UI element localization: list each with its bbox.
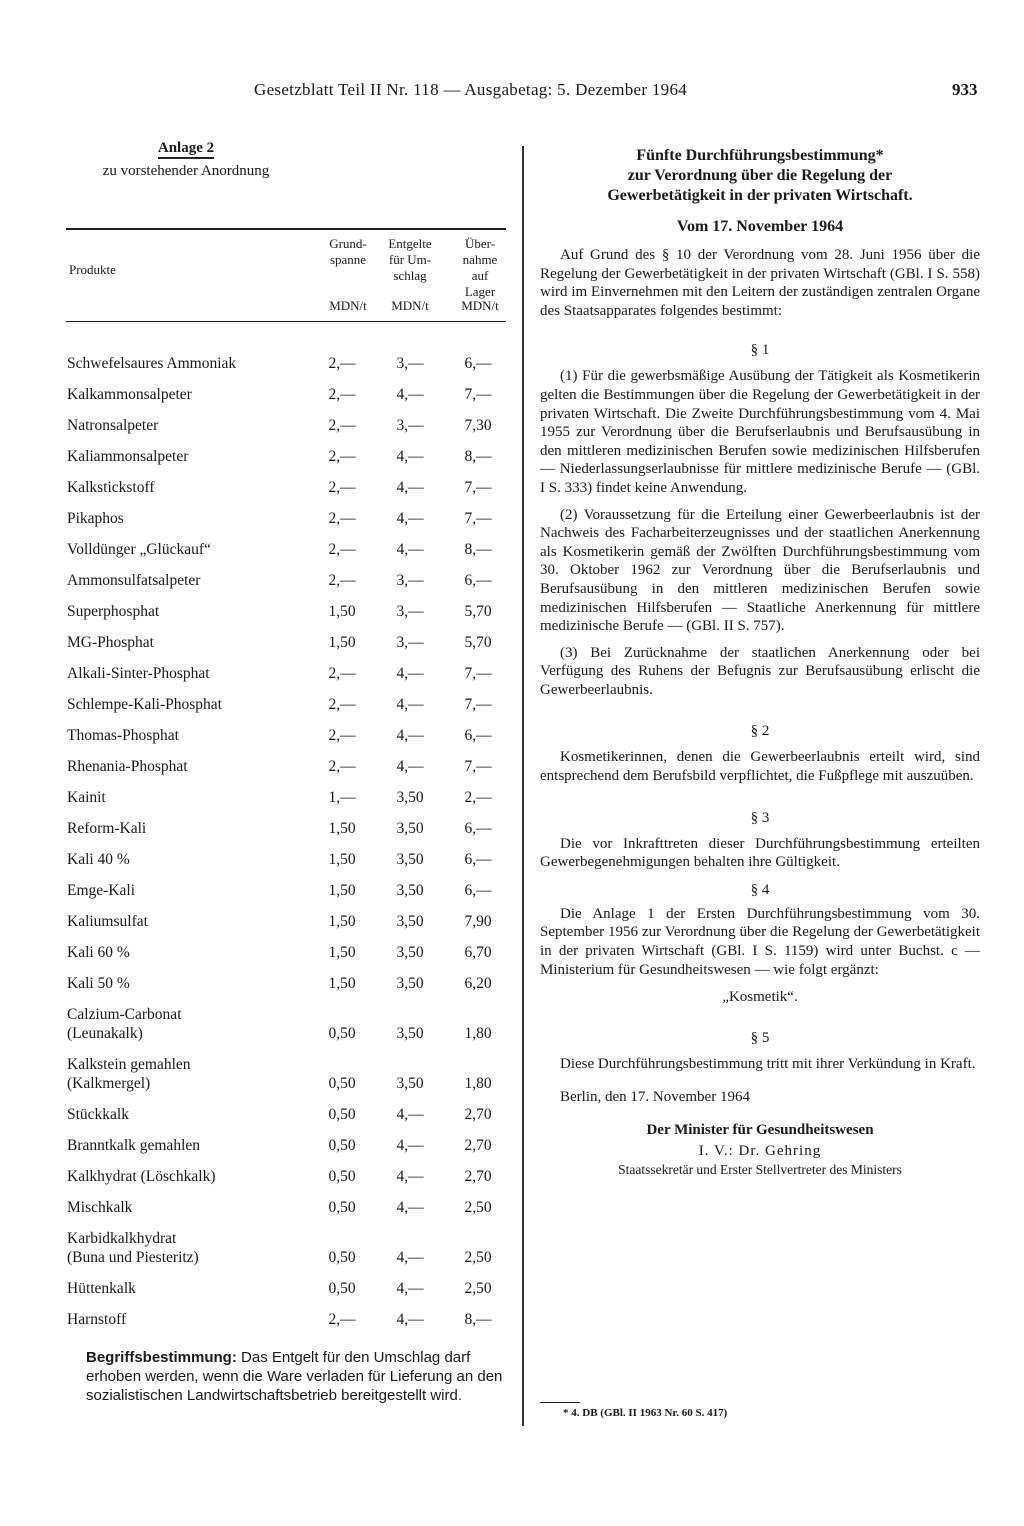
header-grundspanne — [318, 236, 378, 268]
table-row — [66, 1221, 506, 1271]
product-name — [67, 1136, 200, 1155]
lager-value: 8,— — [464, 448, 492, 465]
umschlag-value: 3,50 — [396, 882, 424, 899]
umschlag-value: 4,— — [396, 448, 424, 465]
grundspanne-value: 0,50 — [328, 1280, 356, 1297]
product-name-line: Reform-Kali — [67, 820, 147, 837]
grundspanne-value: 1,50 — [328, 944, 356, 961]
header-c1-line-2: spanne — [329, 252, 367, 267]
table-row — [66, 1047, 506, 1097]
grundspanne-value: 0,50 — [328, 1249, 356, 1266]
product-name-line: Kaliumsulfat — [67, 913, 148, 930]
umschlag-value: 4,— — [396, 1106, 424, 1123]
lager-value: 2,70 — [464, 1106, 492, 1123]
regulation-date: Vom 17. November 1964 — [676, 218, 844, 235]
umschlag-value: 3,50 — [396, 944, 424, 961]
lager-value: 2,50 — [464, 1280, 492, 1297]
regulation-title-line-2: zur Verordnung über die Regelung der — [627, 167, 893, 184]
header-entgelte-umschlag — [380, 236, 440, 284]
product-name-line: Schlempe-Kali-Phosphat — [67, 696, 222, 713]
section-1-para-3: (3) Bei Zurücknahme der staatlichen Anerkennung oder bei Verfügung des Ruhens der Befugnis zur Berufsausübung erlischt die Gewerbeerlaubnis. — [540, 644, 980, 698]
umschlag-value: 3,— — [396, 417, 424, 434]
product-name-line: Kalkammonsalpeter — [67, 386, 192, 403]
product-name — [67, 571, 200, 590]
product-name-line: Thomas-Phosphat — [67, 727, 179, 744]
product-name — [67, 726, 179, 745]
product-name-line: Kalkhydrat (Löschkalk) — [67, 1168, 216, 1185]
product-name — [67, 1310, 126, 1329]
product-name-line: MG-Phosphat — [67, 634, 154, 651]
section-4-text: Die Anlage 1 der Ersten Durchführungsbestimmung vom 30. September 1956 zur Verordnung über die Regelung der Gewerbetätigkeit in der privaten Wirtschaft (GBl. I S. 1159) wird unter Buchst. c — Ministerium für Gesundheitswesen — wie folgt ergänzt: — [540, 905, 980, 978]
lager-value: 6,— — [464, 820, 492, 837]
lager-value: 7,— — [464, 665, 492, 682]
grundspanne-value: 2,— — [328, 572, 356, 589]
table-row — [66, 470, 506, 501]
grundspanne-value: 0,50 — [328, 1199, 356, 1216]
page-number: 933 — [952, 80, 978, 99]
lager-value: 7,— — [464, 479, 492, 496]
definition-text: Das Entgelt für den Umschlag darf erhoben werden, wenn die Ware verladen für Lieferung an den sozialistischen Landwirtschaftsbetrieb bereitgestellt wird. — [86, 1349, 503, 1404]
header-uebernahme-lager — [450, 236, 510, 300]
table-row — [66, 377, 506, 408]
umschlag-value: 3,— — [396, 355, 424, 372]
unit-col1: MDN/t — [329, 298, 367, 313]
product-name — [67, 1167, 216, 1186]
section-4-quote: „Kosmetik“. — [722, 989, 798, 1006]
regulation-title-line-1: Fünfte Durchführungsbestimmung* — [636, 147, 884, 164]
lager-value: 8,— — [464, 541, 492, 558]
grundspanne-value: 1,50 — [328, 851, 356, 868]
regulation-title — [540, 146, 980, 206]
header-c3-line-3: auf — [471, 268, 489, 283]
product-name-line: Superphosphat — [67, 603, 160, 620]
lager-value: 5,70 — [464, 634, 492, 651]
product-name-line: Volldünger „Glückauf“ — [67, 541, 211, 558]
annex-subtitle: zu vorstehender Anordnung — [102, 163, 270, 179]
lager-value: 7,— — [464, 386, 492, 403]
section-5-heading: § 5 — [750, 1030, 770, 1047]
grundspanne-value: 2,— — [328, 665, 356, 682]
header-c1-line-1: Grund- — [329, 236, 367, 251]
header-c2-line-1: Entgelte — [388, 236, 432, 251]
table-row — [66, 966, 506, 997]
product-name-line: Kali 60 % — [67, 944, 130, 961]
section-3-heading: § 3 — [750, 809, 770, 826]
product-name — [67, 1279, 136, 1298]
table-row — [66, 408, 506, 439]
grundspanne-value: 2,— — [328, 355, 356, 372]
lager-value: 2,— — [464, 789, 492, 806]
lager-value: 7,— — [464, 758, 492, 775]
footnote-rule — [540, 1402, 580, 1403]
grundspanne-value: 1,— — [328, 789, 356, 806]
section-1-para-2: (2) Voraussetzung für die Erteilung einer Gewerbeerlaubnis ist der Nachweis des Facharbeiterzeugnisses und der staatlichen Anerkennung als Kosmetikerin gemäß der Zwölften Durchführungsbestimmung vom 30. Oktober 1962 zur Verordnung über die Berufserlaubnis und Berufsausübung in den mittleren medizinischen Berufen sowie medizinischen Hilfsberufen — Staatliche Anerkennung für mittlere medizinische Berufe — (GBl. II S. 757). — [540, 506, 980, 635]
product-name-line: Kalkstein gemahlen — [67, 1056, 191, 1073]
grundspanne-value: 2,— — [328, 448, 356, 465]
product-name — [67, 354, 236, 373]
grundspanne-value: 0,50 — [328, 1075, 356, 1092]
product-name-line: Branntkalk gemahlen — [67, 1137, 200, 1154]
product-name-line: Kaliammonsalpeter — [67, 448, 189, 465]
table-row — [66, 780, 506, 811]
section-3-text: Die vor Inkrafttreten dieser Durchführungsbestimmung erteilten Gewerbegenehmigungen behalten ihre Gültigkeit. — [540, 835, 980, 871]
grundspanne-value: 2,— — [328, 1311, 356, 1328]
umschlag-value: 3,50 — [396, 913, 424, 930]
product-name-line: Calzium-Carbonat — [67, 1006, 182, 1023]
product-name — [67, 881, 135, 900]
table-row — [66, 532, 506, 563]
table-row — [66, 501, 506, 532]
lager-value: 6,— — [464, 851, 492, 868]
signatory-name: I. V.: Dr. Gehring — [698, 1143, 822, 1160]
product-name-line: (Leunakalk) — [67, 1025, 143, 1042]
footnote: * 4. DB (GBl. II 1963 Nr. 60 S. 417) — [563, 1407, 728, 1419]
grundspanne-value: 2,— — [328, 417, 356, 434]
product-name-line: Kali 40 % — [67, 851, 130, 868]
grundspanne-value: 2,— — [328, 479, 356, 496]
grundspanne-value: 0,50 — [328, 1168, 356, 1185]
product-name — [67, 602, 159, 621]
grundspanne-value: 1,50 — [328, 882, 356, 899]
lager-value: 1,80 — [464, 1075, 492, 1092]
product-name-line: Schwefelsaures Ammoniak — [67, 355, 237, 372]
umschlag-value: 3,50 — [396, 1025, 424, 1042]
umschlag-value: 4,— — [396, 1168, 424, 1185]
product-name — [67, 1105, 129, 1124]
annex-title: Anlage 2 — [66, 140, 306, 157]
product-name — [67, 850, 130, 869]
signatory-title: Der Minister für Gesundheitswesen — [646, 1122, 874, 1139]
section-1-para-1: (1) Für die gewerbsmäßige Ausübung der Tätigkeit als Kosmetikerin gelten die Bestimmungen über die Regelung der Gewerbetätigkeit in der privaten Wirtschaft. Die Zweite Durchführungsbestimmung vom 4. Mai 1955 zur Verordnung über die Berufserlaubnis und Berufsausübung in den mittleren medizinischen Berufen sowie medizinischen Hilfsberufen — Niederlassungserlaubnisse für mittlere medizinische Berufe — (GBl. I S. 333) findet keine Anwendung. — [540, 368, 980, 496]
product-name-line: Karbidkalkhydrat — [67, 1230, 177, 1247]
table-row — [66, 1097, 506, 1128]
header-c2-line-3: schlag — [393, 268, 427, 283]
grundspanne-value: 1,50 — [328, 913, 356, 930]
umschlag-value: 4,— — [396, 1137, 424, 1154]
grundspanne-value: 1,50 — [328, 603, 356, 620]
lager-value: 6,— — [464, 355, 492, 372]
umschlag-value: 3,50 — [396, 851, 424, 868]
grundspanne-value: 1,50 — [328, 820, 356, 837]
lager-value: 5,70 — [464, 603, 492, 620]
product-name — [67, 509, 124, 528]
preamble: Auf Grund des § 10 der Verordnung vom 28. Juni 1956 über die Regelung der Gewerbetätigkeit in der privaten Wirtschaft (GBl. I S. 558) wird im Einvernehmen mit den Leitern der zuständigen zentralen Organe des Staatsapparates folgendes bestimmt: — [540, 247, 980, 319]
grundspanne-value: 2,— — [328, 758, 356, 775]
umschlag-value: 3,50 — [396, 820, 424, 837]
definition-note — [86, 1348, 506, 1405]
product-name-line: Kalkstickstoff — [67, 479, 155, 496]
grundspanne-value: 0,50 — [328, 1137, 356, 1154]
unit-col2: MDN/t — [391, 298, 429, 313]
product-name — [67, 633, 154, 652]
umschlag-value: 3,— — [396, 572, 424, 589]
section-1-heading: § 1 — [750, 342, 770, 359]
product-name-line: Mischkalk — [67, 1199, 133, 1216]
lager-value: 7,30 — [464, 417, 492, 434]
table-head-rule — [66, 321, 506, 322]
product-name — [67, 416, 158, 435]
umschlag-value: 4,— — [396, 386, 424, 403]
lager-value: 7,— — [464, 510, 492, 527]
umschlag-value: 3,— — [396, 603, 424, 620]
umschlag-value: 4,— — [396, 1249, 424, 1266]
grundspanne-value: 1,50 — [328, 975, 356, 992]
product-name-line: Pikaphos — [67, 510, 124, 527]
product-name — [67, 1198, 132, 1217]
umschlag-value: 4,— — [396, 1199, 424, 1216]
product-name — [67, 1055, 191, 1093]
products-table-body — [66, 346, 506, 1333]
table-row — [66, 687, 506, 718]
section-5-text: Diese Durchführungsbestimmung tritt mit ihrer Verkündung in Kraft. — [560, 1056, 976, 1073]
grundspanne-value: 2,— — [328, 727, 356, 744]
umschlag-value: 4,— — [396, 510, 424, 527]
umschlag-value: 3,— — [396, 634, 424, 651]
header-c3-line-2: nahme — [462, 252, 498, 267]
product-name-line: Hüttenkalk — [67, 1280, 136, 1297]
table-row — [66, 563, 506, 594]
umschlag-value: 4,— — [396, 541, 424, 558]
lager-value: 6,— — [464, 727, 492, 744]
product-name-line: Kainit — [67, 789, 106, 806]
product-name-line: Natronsalpeter — [67, 417, 159, 434]
grundspanne-value: 2,— — [328, 696, 356, 713]
product-name-line: Harnstoff — [67, 1311, 127, 1328]
table-row — [66, 873, 506, 904]
product-name-line: Kali 50 % — [67, 975, 130, 992]
umschlag-value: 3,50 — [396, 975, 424, 992]
umschlag-value: 4,— — [396, 1280, 424, 1297]
grundspanne-value: 0,50 — [328, 1025, 356, 1042]
umschlag-value: 3,50 — [396, 1075, 424, 1092]
product-name — [67, 478, 155, 497]
product-name — [67, 757, 188, 776]
product-name-line: (Buna und Piesteritz) — [67, 1249, 199, 1266]
umschlag-value: 4,— — [396, 758, 424, 775]
product-name-line: Alkali-Sinter-Phosphat — [67, 665, 210, 682]
section-2-heading: § 2 — [750, 723, 770, 740]
table-row — [66, 997, 506, 1047]
product-name-line: Ammonsulfatsalpeter — [67, 572, 201, 589]
section-4-heading: § 4 — [750, 881, 770, 898]
table-row — [66, 935, 506, 966]
product-name — [67, 540, 211, 559]
product-name — [67, 695, 222, 714]
table-row — [66, 1128, 506, 1159]
product-name-line: (Kalkmergel) — [67, 1075, 151, 1092]
table-row — [66, 811, 506, 842]
grundspanne-value: 2,— — [328, 386, 356, 403]
product-name — [67, 664, 210, 683]
definition-label: Begriffsbestimmung: — [86, 1349, 237, 1366]
table-row — [66, 594, 506, 625]
regulation-title-line-3: Gewerbetätigkeit in der privaten Wirtschaft. — [607, 187, 913, 204]
signatory-role: Staatssekretär und Erster Stellvertreter des Ministers — [618, 1162, 902, 1178]
product-name — [67, 1229, 199, 1267]
table-row — [66, 1271, 506, 1302]
grundspanne-value: 2,— — [328, 510, 356, 527]
umschlag-value: 4,— — [396, 665, 424, 682]
product-name — [67, 912, 148, 931]
product-name-line: Stückkalk — [67, 1106, 129, 1123]
regulation-column — [540, 146, 980, 1178]
table-row — [66, 749, 506, 780]
lager-value: 6,70 — [464, 944, 492, 961]
table-row — [66, 656, 506, 687]
product-name-line: Emge-Kali — [67, 882, 136, 899]
table-row — [66, 346, 506, 377]
product-name — [67, 1005, 182, 1043]
umschlag-value: 3,50 — [396, 789, 424, 806]
umschlag-value: 4,— — [396, 479, 424, 496]
header-c2-line-2: für Um- — [388, 252, 432, 267]
lager-value: 2,70 — [464, 1168, 492, 1185]
table-row — [66, 904, 506, 935]
product-name — [67, 974, 130, 993]
header-c3-line-4: Lager — [464, 284, 496, 299]
table-row — [66, 1159, 506, 1190]
table-row — [66, 718, 506, 749]
lager-value: 6,— — [464, 572, 492, 589]
lager-value: 2,50 — [464, 1199, 492, 1216]
gazette-title: Gesetzblatt Teil II Nr. 118 — Ausgabetag: 5. Dezember 1964 — [254, 80, 688, 99]
grundspanne-value: 2,— — [328, 541, 356, 558]
lager-value: 6,20 — [464, 975, 492, 992]
table-row — [66, 1190, 506, 1221]
product-name — [67, 385, 192, 404]
table-row — [66, 625, 506, 656]
header-c3-line-1: Über- — [464, 236, 496, 251]
table-row — [66, 439, 506, 470]
grundspanne-value: 0,50 — [328, 1106, 356, 1123]
product-name-line: Rhenania-Phosphat — [67, 758, 188, 775]
umschlag-value: 4,— — [396, 1311, 424, 1328]
lager-value: 2,50 — [464, 1249, 492, 1266]
annex-column — [66, 140, 506, 180]
lager-value: 8,— — [464, 1311, 492, 1328]
lager-value: 2,70 — [464, 1137, 492, 1154]
lager-value: 6,— — [464, 882, 492, 899]
header-products: Produkte — [69, 262, 116, 277]
lager-value: 1,80 — [464, 1025, 492, 1042]
column-divider — [522, 146, 524, 1426]
product-name — [67, 819, 146, 838]
umschlag-value: 4,— — [396, 696, 424, 713]
lager-value: 7,90 — [464, 913, 492, 930]
section-2-text: Kosmetikerinnen, denen die Gewerbeerlaubnis erteilt wird, sind entsprechend dem Berufsbild verpflichtet, die Fußpflege mit auszuüben. — [540, 749, 980, 785]
umschlag-value: 4,— — [396, 727, 424, 744]
product-name — [67, 943, 130, 962]
table-top-rule — [66, 228, 506, 230]
place-date: Berlin, den 17. November 1964 — [560, 1088, 750, 1105]
product-name — [67, 447, 188, 466]
product-name — [67, 788, 106, 807]
grundspanne-value: 1,50 — [328, 634, 356, 651]
unit-col3: MDN/t — [461, 298, 499, 313]
table-row — [66, 1302, 506, 1333]
page-header — [0, 80, 1024, 106]
lager-value: 7,— — [464, 696, 492, 713]
table-row — [66, 842, 506, 873]
